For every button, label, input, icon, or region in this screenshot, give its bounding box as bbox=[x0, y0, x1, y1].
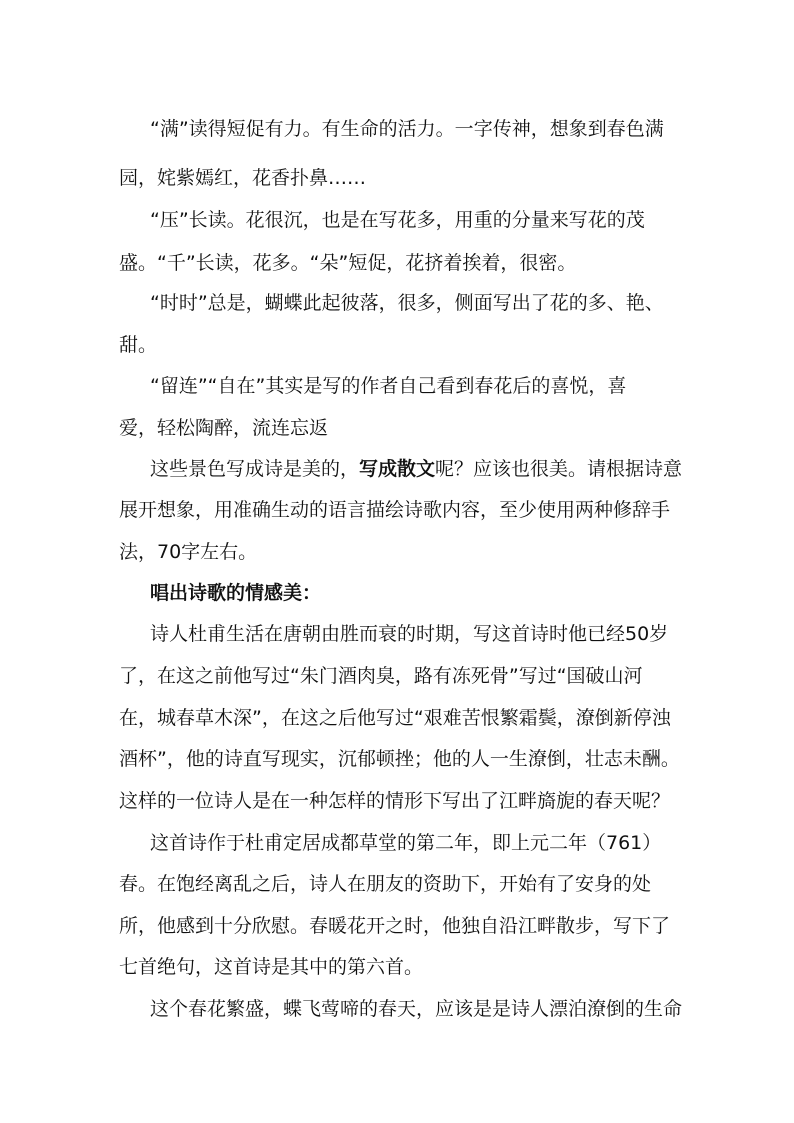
bold-phrase: 写成散文 bbox=[359, 458, 436, 480]
text-line-21: 七首绝句，这首诗是其中的第六首。 bbox=[119, 956, 424, 978]
text-run: 这些景色写成诗是美的， bbox=[150, 458, 360, 480]
text-line-15: 在，城春草木深”，在这之后他写过“艰难苦恨繁霜鬓，潦倒新停浊 bbox=[119, 707, 671, 729]
text-line-4: 盛。“千”长读，花多。“朵”短促，花挤着挨着，很密。 bbox=[119, 252, 577, 274]
text-line-6: 甜。 bbox=[119, 334, 158, 356]
text-line-7: “留连”“自在”其实是写的作者自己看到春花后的喜悦，喜 bbox=[150, 375, 627, 397]
text-line-2: 园，姹紫嫣红，花香扑鼻…… bbox=[119, 167, 367, 189]
text-line-18: 这首诗作于杜甫定居成都草堂的第二年，即上元二年（761） bbox=[150, 832, 662, 854]
text-line-17: 这样的一位诗人是在一种怎样的情形下写出了江畔旖旎的春天呢？ bbox=[119, 790, 671, 812]
text-line-3: “压”长读。花很沉，也是在写花多，用重的分量来写花的茂 bbox=[150, 209, 645, 231]
text-line-5: “时时”总是，蝴蝶此起彼落，很多，侧面写出了花的多、艳、 bbox=[150, 292, 664, 314]
text-line-8: 爱，轻松陶醉，流连忘返 bbox=[119, 417, 329, 439]
text-line-11: 法，70字左右。 bbox=[119, 541, 258, 563]
text-line-13: 诗人杜甫生活在唐朝由胜而衰的时期，写这首诗时他已经50岁 bbox=[150, 623, 669, 645]
text-line-9 bbox=[150, 457, 682, 481]
text-line-10: 展开想象，用准确生动的语言描绘诗歌内容，至少使用两种修辞手 bbox=[119, 499, 671, 521]
text-line-19: 春。在饱经离乱之后，诗人在朋友的资助下，开始有了安身的处 bbox=[119, 873, 652, 895]
text-run: 呢？应该也很美。请根据诗意 bbox=[435, 458, 683, 480]
text-line-1: “满”读得短促有力。有生命的活力。一字传神，想象到春色满 bbox=[150, 118, 664, 140]
text-line-16: 酒杯”，他的诗直写现实，沉郁顿挫；他的人一生潦倒，壮志未酬。 bbox=[119, 748, 680, 770]
text-line-14: 了，在这之前他写过“朱门酒肉臭，路有冻死骨”写过“国破山河 bbox=[119, 665, 643, 687]
section-heading: 唱出诗歌的情感美： bbox=[150, 582, 322, 604]
text-line-20: 所，他感到十分欣慰。春暖花开之时，他独自沿江畔散步，写下了 bbox=[119, 915, 671, 937]
text-line-22: 这个春花繁盛，蝶飞莺啼的春天，应该是是诗人漂泊潦倒的生命 bbox=[150, 998, 683, 1020]
